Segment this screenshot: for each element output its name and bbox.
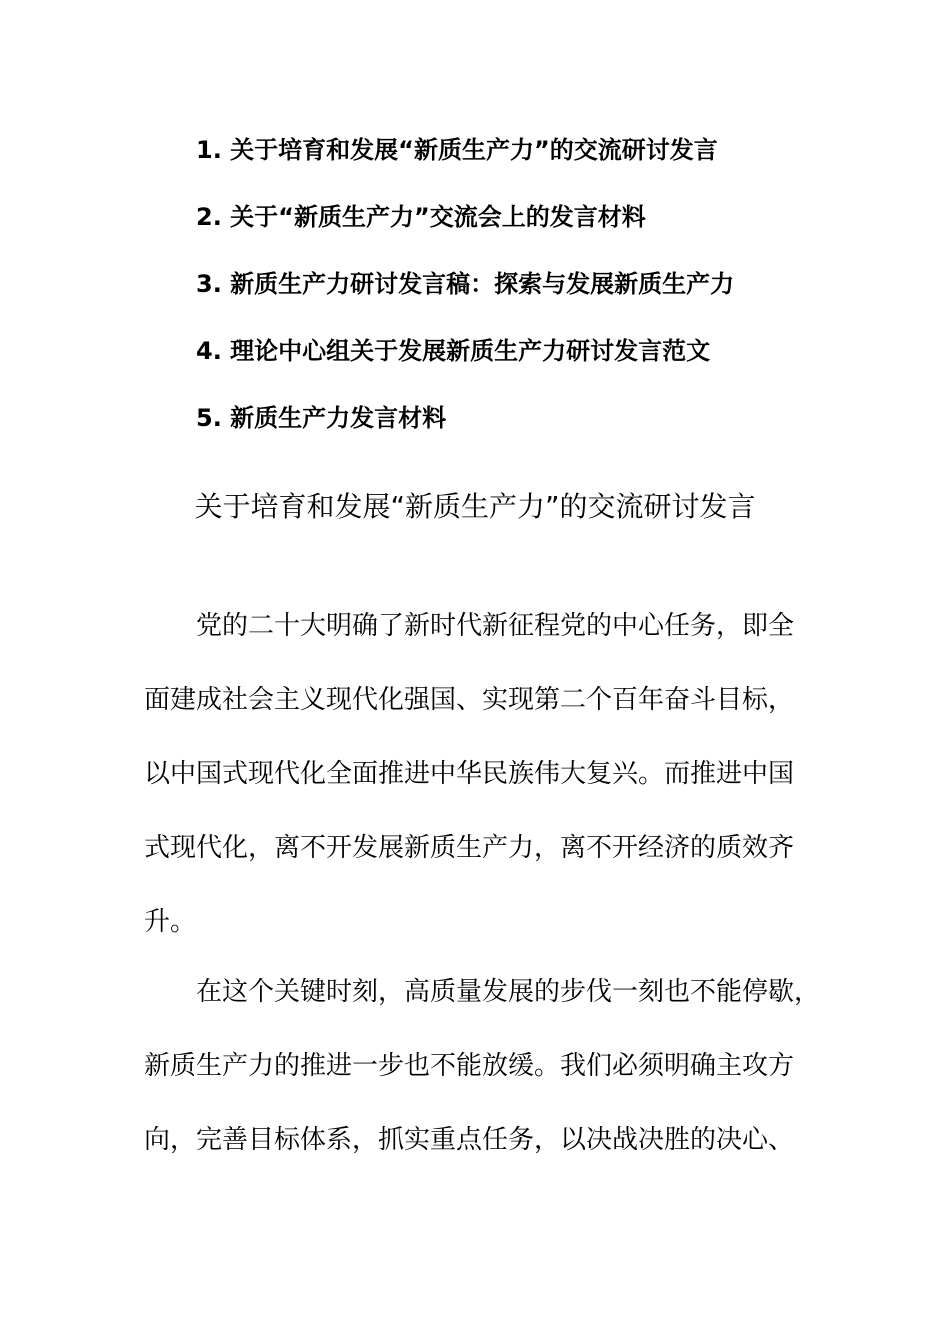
paragraph-line: 在这个关键时刻，高质量发展的步伐一刻也不能停歇， <box>196 977 821 1007</box>
paragraph-line: 向，完善目标体系，抓实重点任务，以决战决胜的决心、 <box>144 1125 795 1155</box>
paragraph-line: 以中国式现代化全面推进中华民族伟大复兴。而推进中国 <box>144 759 795 789</box>
document-title: 关于培育和发展“新质生产力”的交流研讨发言 <box>194 490 756 523</box>
toc-item-1: 1. 关于培育和发展“新质生产力”的交流研讨发言 <box>196 136 718 164</box>
paragraph-line: 党的二十大明确了新时代新征程党的中心任务，即全 <box>196 611 795 641</box>
toc-item-4: 4. 理论中心组关于发展新质生产力研讨发言范文 <box>196 337 711 365</box>
toc-item-3: 3. 新质生产力研讨发言稿：探索与发展新质生产力 <box>196 270 735 298</box>
table-of-contents <box>196 130 876 465</box>
paragraph-2 <box>144 972 834 1194</box>
paragraph-line: 面建成社会主义现代化强国、实现第二个百年奋斗目标， <box>144 685 795 715</box>
toc-item-2: 2. 关于“新质生产力”交流会上的发言材料 <box>196 203 646 231</box>
paragraph-1 <box>144 606 834 976</box>
toc-item-5: 5. 新质生产力发言材料 <box>196 404 447 432</box>
paragraph-line: 升。 <box>144 907 197 937</box>
paragraph-line: 新质生产力的推进一步也不能放缓。我们必须明确主攻方 <box>144 1051 795 1081</box>
paragraph-line: 式现代化，离不开发展新质生产力，离不开经济的质效齐 <box>144 833 795 863</box>
